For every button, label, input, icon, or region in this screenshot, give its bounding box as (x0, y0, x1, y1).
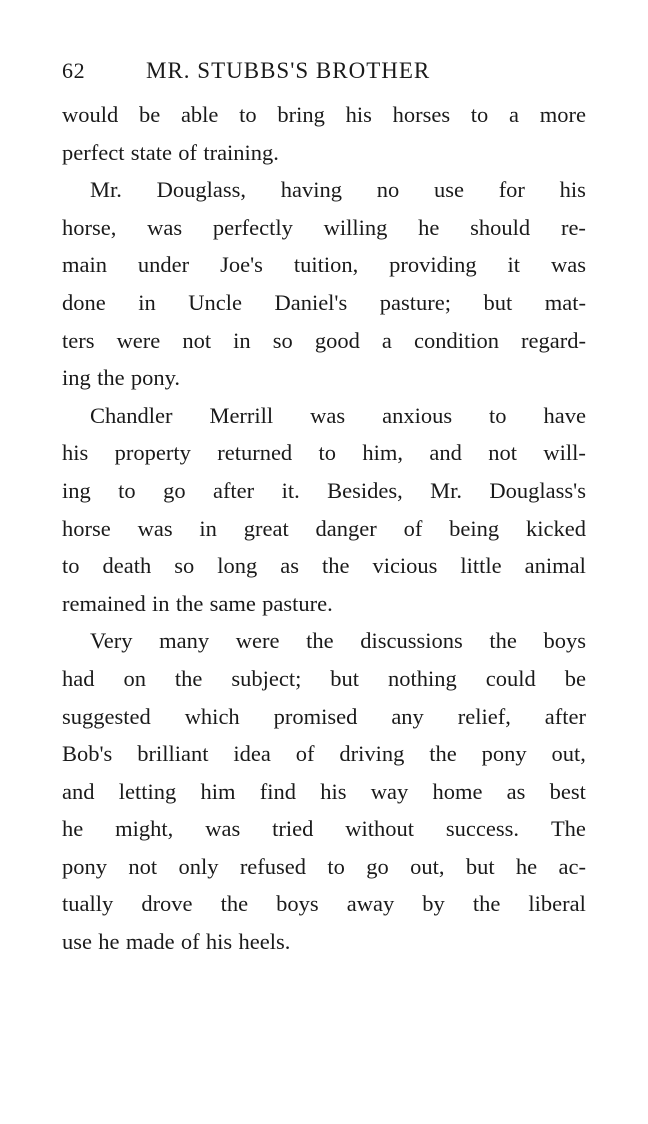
text-line: had on the subject; but nothing could be (62, 665, 586, 691)
text-line: ters were not in so good a condition regard- (62, 327, 586, 353)
text-line: Bob's brilliant idea of driving the pony out, (62, 741, 586, 767)
text-line: would be able to bring his horses to a more (62, 102, 586, 127)
text-line: pony not only refused to go out, but he ac- (62, 853, 586, 879)
text-line: remained in the same pasture. (62, 590, 333, 616)
text-line: use he made of his heels. (62, 929, 291, 955)
text-line: horse, was perfectly willing he should re- (62, 214, 586, 240)
body-text (62, 96, 586, 961)
text-line: and letting him find his way home as best (62, 778, 586, 804)
text-line: horse was in great danger of being kicked (62, 515, 586, 541)
text-line: he might, was tried without success. The (62, 816, 586, 842)
text-line: perfect state of training. (62, 139, 279, 165)
text-line: suggested which promised any relief, after (62, 703, 586, 729)
text-line: done in Uncle Daniel's pasture; but mat- (62, 289, 586, 315)
text-line: ing the pony. (62, 365, 181, 391)
book-page (62, 56, 586, 961)
text-line: Very many were the discussions the boys (90, 628, 586, 654)
running-title: MR. STUBBS'S BROTHER (146, 58, 431, 83)
text-line: tually drove the boys away by the liberal (62, 891, 586, 917)
text-line: ing to go after it. Besides, Mr. Douglass's (62, 477, 586, 503)
text-line: Mr. Douglass, having no use for his (90, 177, 586, 203)
text-line: to death so long as the vicious little animal (62, 553, 586, 579)
text-line: main under Joe's tuition, providing it was (62, 252, 586, 278)
text-line: his property returned to him, and not will- (62, 440, 586, 466)
running-head (62, 56, 586, 86)
text-line: Chandler Merrill was anxious to have (90, 402, 586, 428)
page-number: 62 (62, 58, 86, 83)
